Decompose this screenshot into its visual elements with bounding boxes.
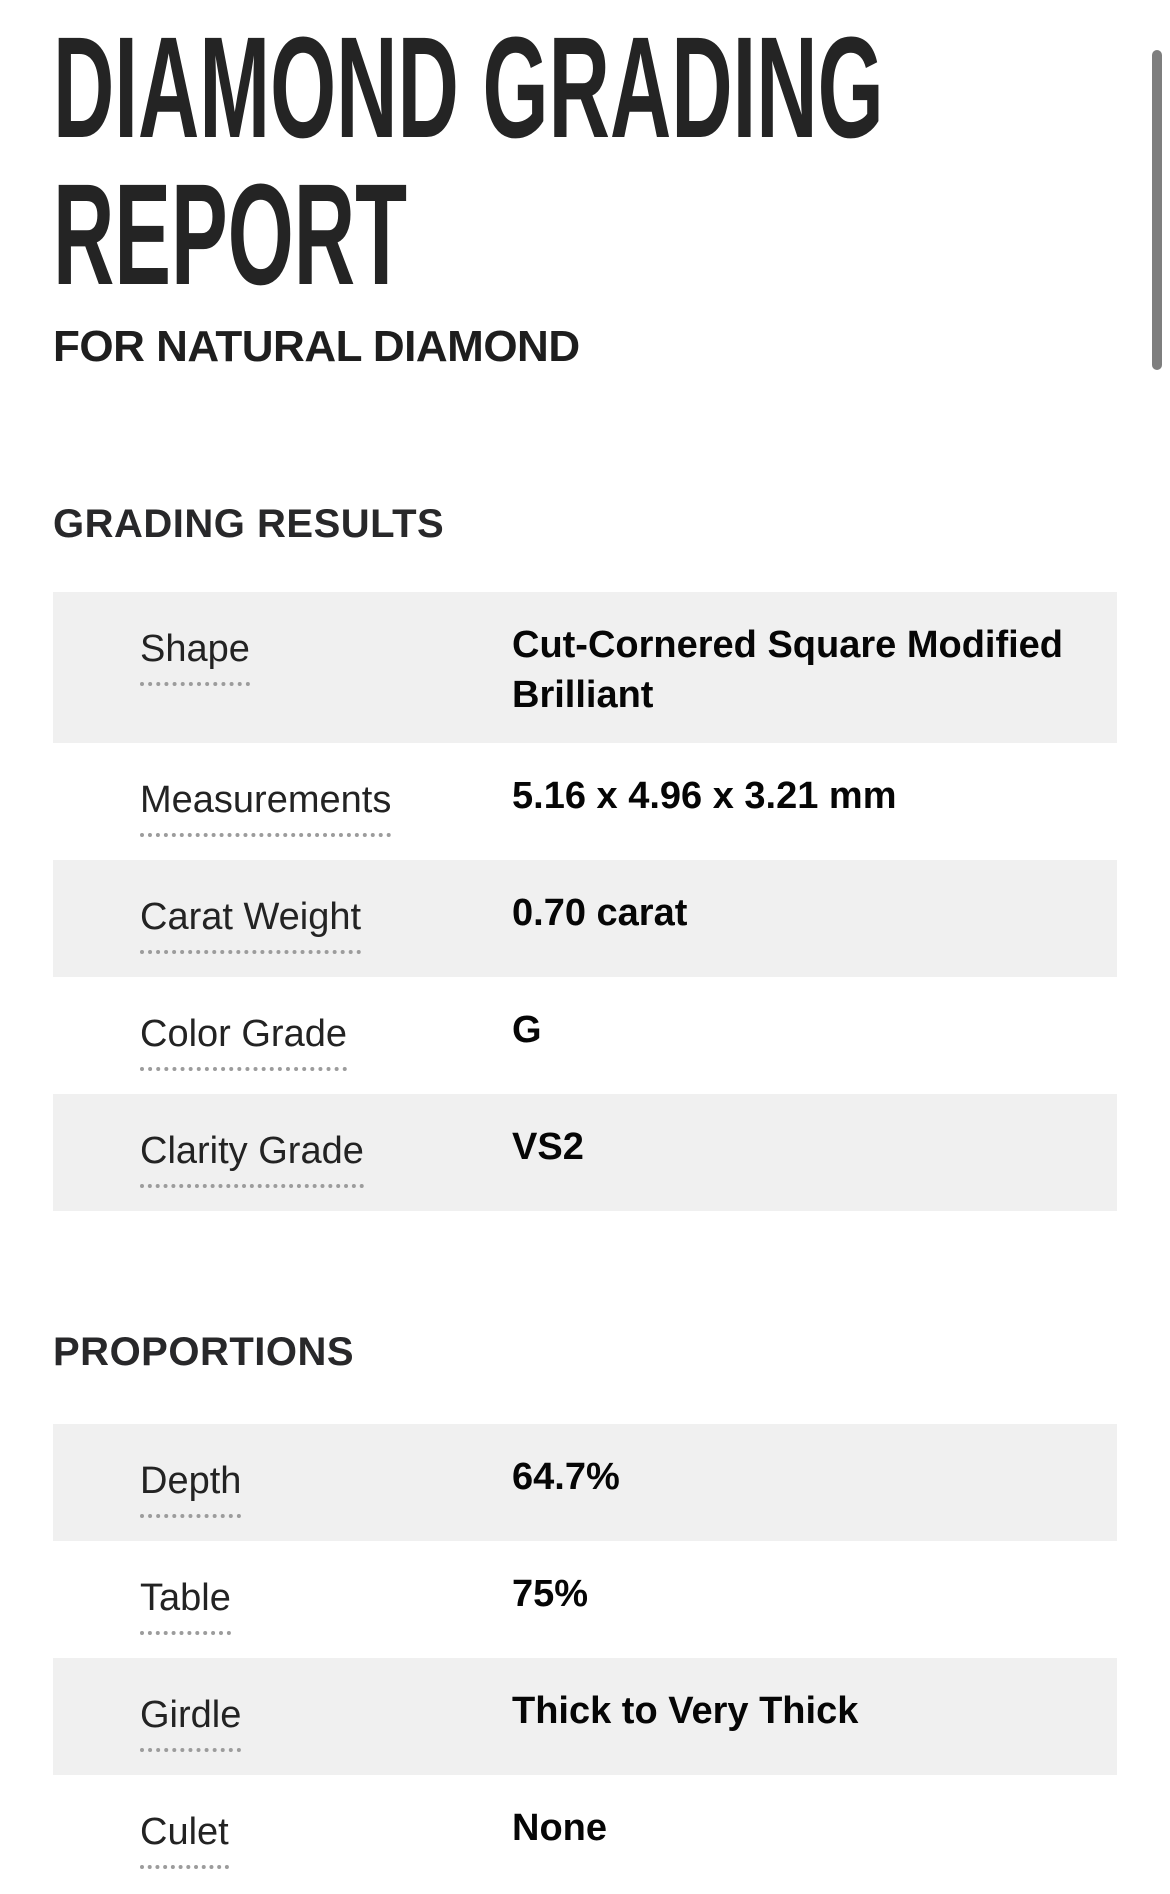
row-value-girdle: Thick to Very Thick	[512, 1689, 859, 1732]
row-depth	[53, 1424, 1117, 1541]
row-label-table	[140, 1575, 512, 1635]
table-term-link[interactable]: Table	[140, 1575, 231, 1635]
row-label-girdle	[140, 1692, 512, 1752]
row-color-grade	[53, 977, 1117, 1094]
color-grade-term-link[interactable]: Color Grade	[140, 1011, 347, 1071]
row-label-culet	[140, 1809, 512, 1869]
grading-results-heading: GRADING RESULTS	[53, 501, 445, 546]
row-carat-weight	[53, 860, 1117, 977]
row-value-color-grade: G	[512, 1008, 542, 1051]
row-label-depth	[140, 1458, 512, 1518]
grading-results-rows	[53, 592, 1117, 1211]
row-value-clarity-grade: VS2	[512, 1125, 584, 1168]
shape-term-link[interactable]: Shape	[140, 626, 250, 686]
row-girdle	[53, 1658, 1117, 1775]
report-title: DIAMOND GRADING REPORT	[53, 7, 884, 315]
section-grading-results	[53, 501, 1117, 1211]
row-table	[53, 1541, 1117, 1658]
girdle-term-link[interactable]: Girdle	[140, 1692, 241, 1752]
depth-term-link[interactable]: Depth	[140, 1458, 241, 1518]
row-value-carat-weight: 0.70 carat	[512, 891, 688, 934]
row-culet	[53, 1775, 1117, 1892]
row-label-carat-weight	[140, 894, 512, 954]
row-shape	[53, 592, 1117, 743]
row-value-shape: Cut-Cornered Square Modified Brilliant	[512, 623, 1064, 716]
section-proportions	[53, 1329, 1117, 1892]
carat-weight-term-link[interactable]: Carat Weight	[140, 894, 361, 954]
row-measurements	[53, 743, 1117, 860]
culet-term-link[interactable]: Culet	[140, 1809, 229, 1869]
report-subtitle: FOR NATURAL DIAMOND	[53, 321, 580, 371]
measurements-term-link[interactable]: Measurements	[140, 777, 391, 837]
row-label-measurements	[140, 777, 512, 837]
row-value-culet: None	[512, 1806, 607, 1849]
row-label-clarity-grade	[140, 1128, 512, 1188]
row-clarity-grade	[53, 1094, 1117, 1211]
proportions-heading: PROPORTIONS	[53, 1329, 355, 1374]
row-value-table: 75%	[512, 1572, 589, 1615]
row-value-measurements: 5.16 x 4.96 x 3.21 mm	[512, 774, 897, 817]
scrollbar-thumb[interactable]	[1152, 50, 1162, 370]
row-value-depth: 64.7%	[512, 1455, 620, 1498]
row-label-color-grade	[140, 1011, 512, 1071]
proportions-rows	[53, 1424, 1117, 1892]
clarity-grade-term-link[interactable]: Clarity Grade	[140, 1128, 364, 1188]
row-label-shape	[140, 626, 512, 720]
